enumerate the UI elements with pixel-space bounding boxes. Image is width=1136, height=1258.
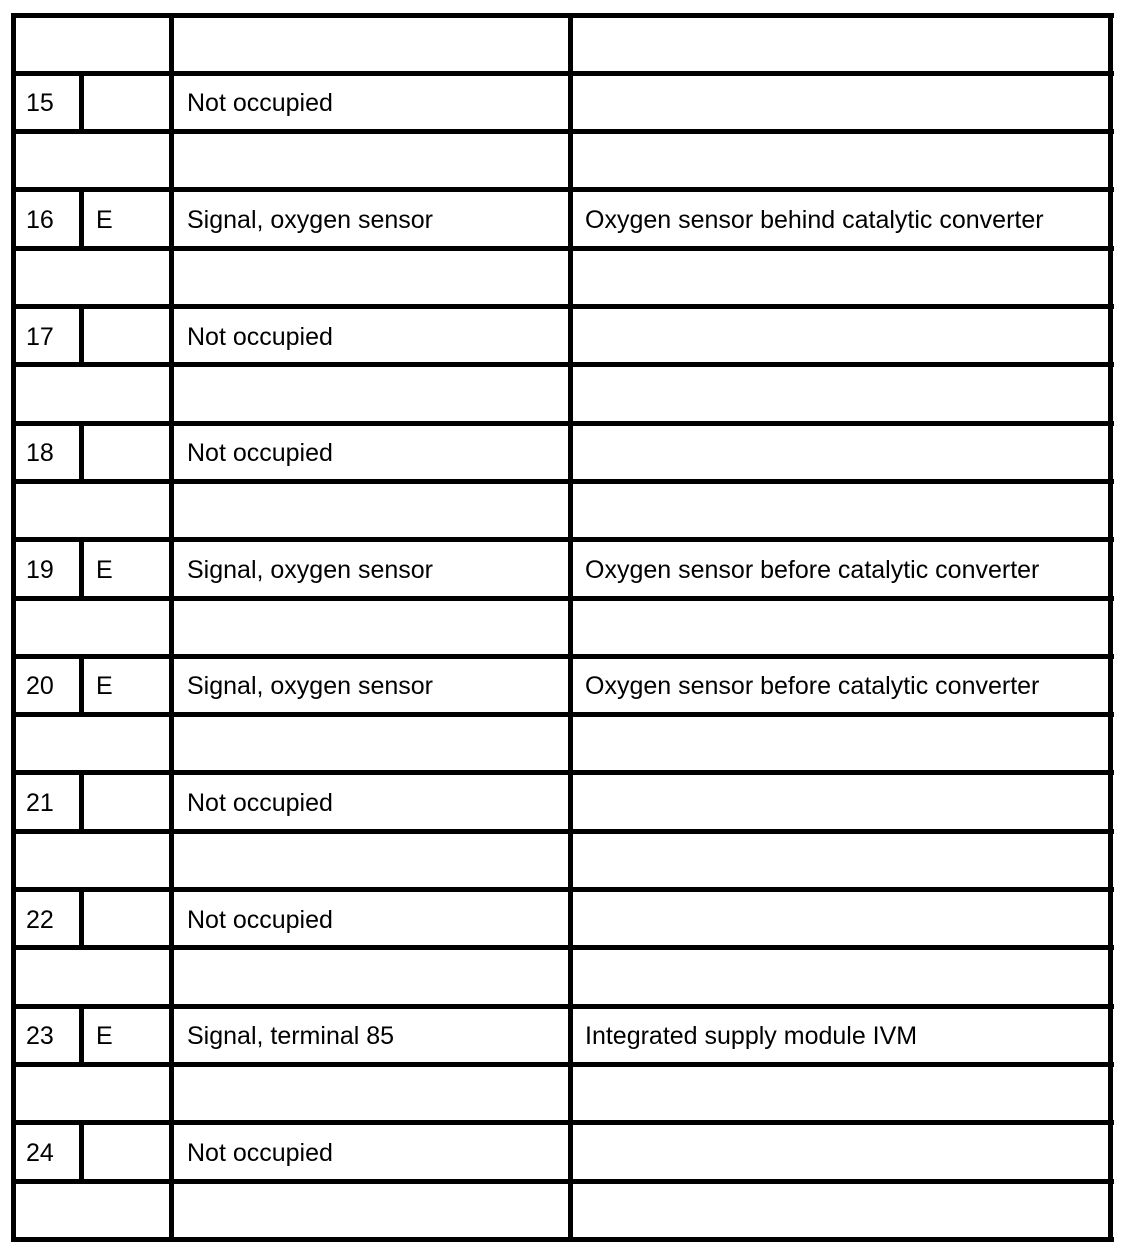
column-border-type bbox=[79, 71, 84, 134]
signal-description: Signal, terminal 85 bbox=[187, 1022, 395, 1051]
signal-type: E bbox=[96, 555, 113, 584]
column-border-type bbox=[79, 654, 84, 717]
column-border-component bbox=[568, 13, 573, 1242]
row-border bbox=[12, 187, 1114, 192]
row-border bbox=[12, 71, 1114, 76]
row-border bbox=[12, 246, 1114, 251]
signal-description: Signal, oxygen sensor bbox=[187, 555, 433, 584]
row-border bbox=[12, 1062, 1114, 1067]
pin-number: 21 bbox=[26, 789, 54, 818]
component-name: Oxygen sensor before catalytic converter bbox=[585, 672, 1040, 701]
row-border bbox=[12, 596, 1114, 601]
table-bottom-border bbox=[12, 1237, 1114, 1242]
column-border-type bbox=[79, 887, 84, 950]
pin-number: 22 bbox=[26, 905, 54, 934]
row-border bbox=[12, 887, 1114, 892]
component-name: Oxygen sensor before catalytic converter bbox=[585, 555, 1040, 584]
column-border-signal bbox=[169, 13, 174, 1242]
row-border bbox=[12, 362, 1114, 367]
column-border-type bbox=[79, 421, 84, 484]
pin-number: 18 bbox=[26, 439, 54, 468]
row-border bbox=[12, 712, 1114, 717]
row-border bbox=[12, 129, 1114, 134]
column-border-type bbox=[79, 1004, 84, 1067]
signal-description: Signal, oxygen sensor bbox=[187, 206, 433, 235]
pin-number: 23 bbox=[26, 1022, 54, 1051]
row-border bbox=[12, 421, 1114, 426]
signal-type: E bbox=[96, 672, 113, 701]
pin-number: 19 bbox=[26, 555, 54, 584]
row-border bbox=[12, 829, 1114, 834]
component-name: Integrated supply module IVM bbox=[585, 1022, 918, 1051]
table-left-border bbox=[11, 13, 16, 1242]
pin-number: 24 bbox=[26, 1138, 54, 1167]
table-right-border bbox=[1108, 13, 1113, 1242]
pin-number: 16 bbox=[26, 206, 54, 235]
row-border bbox=[12, 654, 1114, 659]
signal-type: E bbox=[96, 206, 113, 235]
row-border bbox=[12, 479, 1114, 484]
row-border bbox=[12, 304, 1114, 309]
signal-description: Signal, oxygen sensor bbox=[187, 672, 433, 701]
signal-description: Not occupied bbox=[187, 789, 333, 818]
column-border-type bbox=[79, 770, 84, 833]
pin-number: 17 bbox=[26, 322, 54, 351]
component-name: Oxygen sensor behind catalytic converter bbox=[585, 206, 1044, 235]
signal-description: Not occupied bbox=[187, 905, 333, 934]
column-border-type bbox=[79, 304, 84, 367]
row-border bbox=[12, 770, 1114, 775]
table-top-border bbox=[12, 13, 1114, 18]
signal-description: Not occupied bbox=[187, 322, 333, 351]
signal-description: Not occupied bbox=[187, 1138, 333, 1167]
signal-type: E bbox=[96, 1022, 113, 1051]
row-border bbox=[12, 1179, 1114, 1184]
pin-number: 20 bbox=[26, 672, 54, 701]
column-border-type bbox=[79, 1120, 84, 1183]
column-border-type bbox=[79, 537, 84, 600]
pin-number: 15 bbox=[26, 89, 54, 118]
column-border-type bbox=[79, 187, 84, 250]
signal-description: Not occupied bbox=[187, 89, 333, 118]
row-border bbox=[12, 1120, 1114, 1125]
signal-description: Not occupied bbox=[187, 439, 333, 468]
row-border bbox=[12, 537, 1114, 542]
row-border bbox=[12, 945, 1114, 950]
row-border bbox=[12, 1004, 1114, 1009]
